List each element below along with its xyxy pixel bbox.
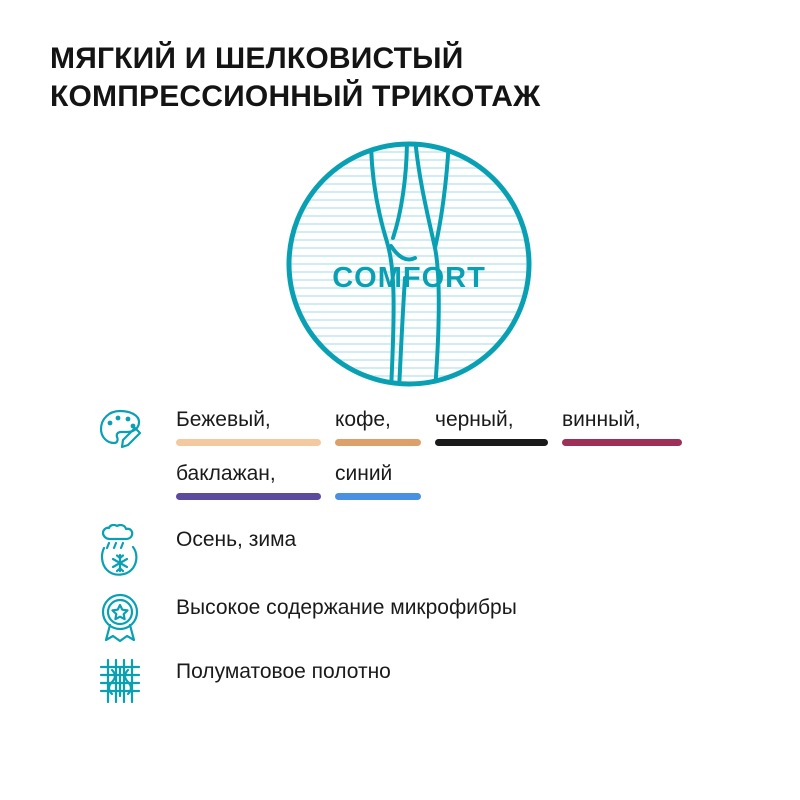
page-title-line-2: КОМПРЕССИОННЫЙ ТРИКОТАЖ: [50, 80, 541, 114]
color-item: [435, 408, 548, 446]
color-name: винный,: [562, 408, 641, 431]
palette-icon: [88, 404, 152, 452]
hero-label: COMFORT: [332, 262, 486, 294]
hero-illustration: [283, 138, 535, 390]
feature-fabric: [88, 654, 748, 706]
color-swatch: [562, 439, 682, 446]
feature-text: Осень, зима: [176, 528, 297, 551]
color-swatch: [176, 493, 321, 500]
color-item: [335, 408, 421, 446]
fabric-body: [152, 654, 748, 686]
feature-microfiber: [88, 590, 748, 644]
color-swatch: [176, 439, 321, 446]
feature-list: [88, 404, 748, 714]
color-name: Бежевый,: [176, 408, 271, 431]
fabric-weave-icon: [88, 654, 152, 706]
color-swatch: [435, 439, 548, 446]
microfiber-body: [152, 590, 748, 622]
page-title: [50, 40, 750, 117]
feature-season: [88, 522, 748, 580]
page-title-line-1: МЯГКИЙ И ШЕЛКОВИСТЫЙ: [50, 42, 464, 75]
color-item: [335, 462, 421, 500]
season-cloud-snowflake-icon: [88, 522, 152, 580]
color-name: черный,: [435, 408, 514, 431]
color-name: синий: [335, 462, 393, 485]
feature-text: Высокое содержание микрофибры: [176, 596, 517, 619]
color-name: кофе,: [335, 408, 391, 431]
color-item: [176, 462, 321, 500]
quality-badge-icon: [88, 590, 152, 644]
colors-row: [176, 408, 748, 516]
color-swatch: [335, 439, 421, 446]
feature-colors: [88, 404, 748, 516]
color-swatch: [335, 493, 421, 500]
color-item: [562, 408, 682, 446]
feature-text: Полуматовое полотно: [176, 660, 391, 683]
color-name: баклажан,: [176, 462, 276, 485]
season-body: [152, 522, 748, 554]
color-item: [176, 408, 321, 446]
colors-body: [152, 404, 748, 516]
